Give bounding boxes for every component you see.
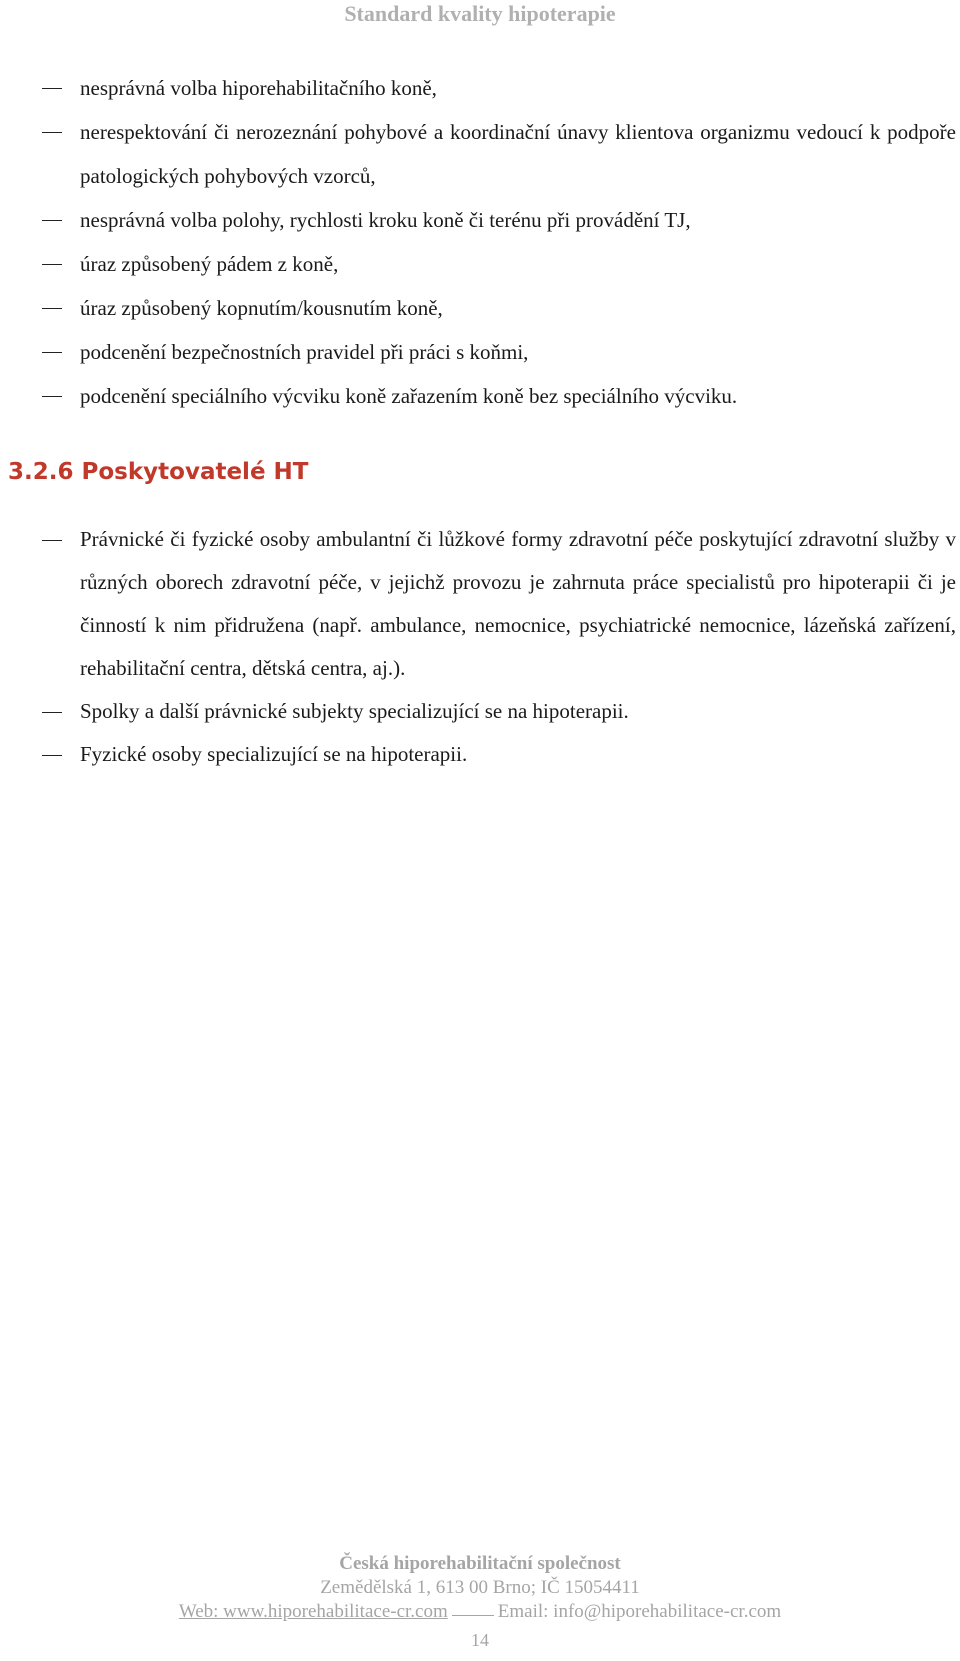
list-item-text: Spolky a další právnické subjekty specializující se na hipoterapii. [80,699,629,723]
dash-bullet-icon [42,88,62,89]
list-item-text: nesprávná volba polohy, rychlosti kroku koně či terénu při provádění TJ, [80,208,691,232]
dash-bullet-icon [42,352,62,353]
footer-divider [452,1615,494,1616]
list-item [42,518,956,690]
dash-bullet-icon [42,712,62,713]
list-item [42,374,956,418]
list-item-text: úraz způsobený kopnutím/kousnutím koně, [80,296,443,320]
dash-bullet-icon [42,396,62,397]
list-item [42,242,956,286]
list-item [42,330,956,374]
list-item [42,66,956,110]
section-number: 3.2.6 [8,459,74,485]
list-item [42,110,956,198]
footer-address: Zemědělská 1, 613 00 Brno; IČ 15054411 [320,1577,640,1598]
section-heading [8,458,308,486]
footer-contacts [0,1601,960,1623]
list-item [42,733,956,776]
dash-bullet-icon [42,308,62,309]
risk-list [42,66,956,418]
list-item-text: úraz způsobený pádem z koně, [80,252,339,276]
list-item-text: Právnické či fyzické osoby ambulantní či lůžkové formy zdravotní péče poskytující zdravotní služby v různých oborech zdravotní péče, v jejichž provozu je zahrnuta práce specialistů pro hipoterapii či je činností k nim přidružena (např. ambulance, nemocnice, psychiatrické nemocnice, lázeňská zařízení, rehabilitační centra, dětská centra, aj.). [80,527,956,680]
list-item-text: nesprávná volba hiporehabilitačního koně, [80,76,437,100]
list-item-text: podcenění speciálního výcviku koně zařazením koně bez speciálního výcviku. [80,384,738,408]
list-item-text: Fyzické osoby specializující se na hipoterapii. [80,742,468,766]
dash-bullet-icon [42,220,62,221]
section-title: Poskytovatelé HT [81,459,309,485]
dash-bullet-icon [42,540,62,541]
dash-bullet-icon [42,755,62,756]
footer-web-link[interactable]: Web: www.hiporehabilitace-cr.com [178,1601,448,1622]
dash-bullet-icon [42,264,62,265]
dash-bullet-icon [42,132,62,133]
list-item [42,690,956,733]
list-item [42,286,956,330]
list-item-text: nerespektování či nerozeznání pohybové a koordinační únavy klientova organizmu vedoucí k podpoře patologických pohybových vzorců, [80,120,956,188]
page-number: 14 [471,1630,489,1650]
list-item [42,198,956,242]
footer-organization: Česká hiporehabilitační společnost [339,1553,621,1574]
page-header-title: Standard kvality hipoterapie [344,1,616,26]
list-item-text: podcenění bezpečnostních pravidel při práci s koňmi, [80,340,529,364]
providers-list [42,518,956,776]
footer-email-link[interactable]: Email: info@hiporehabilitace-cr.com [497,1601,782,1622]
